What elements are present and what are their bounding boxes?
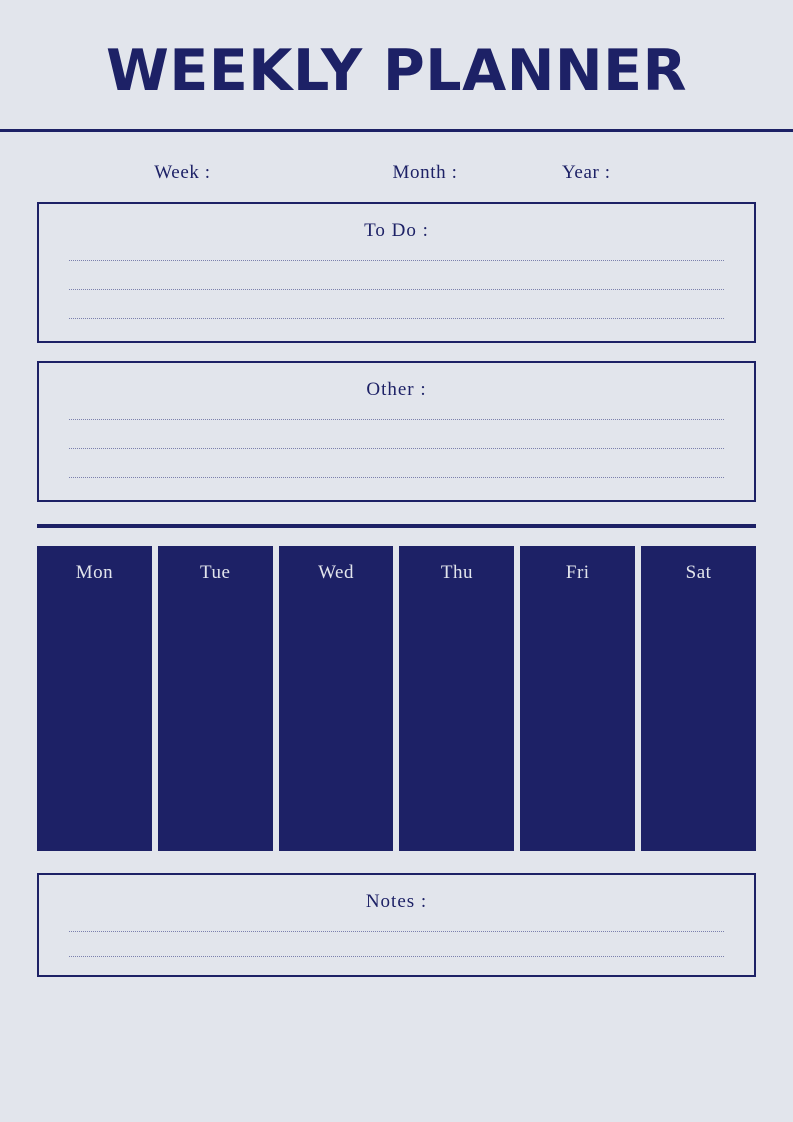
day-column-thu[interactable] <box>399 546 514 851</box>
page-title: WEEKLY PLANNER <box>106 38 687 104</box>
section-divider <box>37 524 756 528</box>
other-write-line[interactable] <box>69 448 724 449</box>
notes-title: Notes : <box>365 890 428 912</box>
day-label: Sat <box>685 561 712 583</box>
meta-row <box>37 132 756 184</box>
year-field[interactable] <box>522 162 756 184</box>
other-write-line[interactable] <box>69 419 724 420</box>
day-column-wed[interactable] <box>279 546 394 851</box>
day-column-tue[interactable] <box>158 546 273 851</box>
week-label: Week : <box>154 161 211 183</box>
other-write-line[interactable] <box>69 477 724 478</box>
page-content <box>0 0 793 103</box>
todo-write-line[interactable] <box>69 260 724 261</box>
other-title: Other : <box>366 378 427 400</box>
day-column-fri[interactable] <box>520 546 635 851</box>
other-panel <box>37 361 756 502</box>
day-column-mon[interactable] <box>37 546 152 851</box>
week-field[interactable] <box>37 162 328 184</box>
month-label: Month : <box>392 161 458 183</box>
day-column-sat[interactable] <box>641 546 756 851</box>
todo-panel <box>37 202 756 343</box>
days-grid <box>37 546 756 851</box>
year-label: Year : <box>562 161 611 183</box>
todo-write-line[interactable] <box>69 289 724 290</box>
todo-write-line[interactable] <box>69 318 724 319</box>
notes-panel <box>37 873 756 977</box>
month-field[interactable] <box>328 162 522 184</box>
body-content <box>0 132 793 977</box>
day-label: Wed <box>318 561 354 583</box>
day-label: Fri <box>565 561 590 583</box>
day-label: Tue <box>200 561 231 583</box>
notes-write-line[interactable] <box>69 931 724 932</box>
day-label: Mon <box>75 561 114 583</box>
notes-write-line[interactable] <box>69 956 724 957</box>
day-label: Thu <box>440 561 473 583</box>
todo-title: To Do : <box>364 219 429 241</box>
